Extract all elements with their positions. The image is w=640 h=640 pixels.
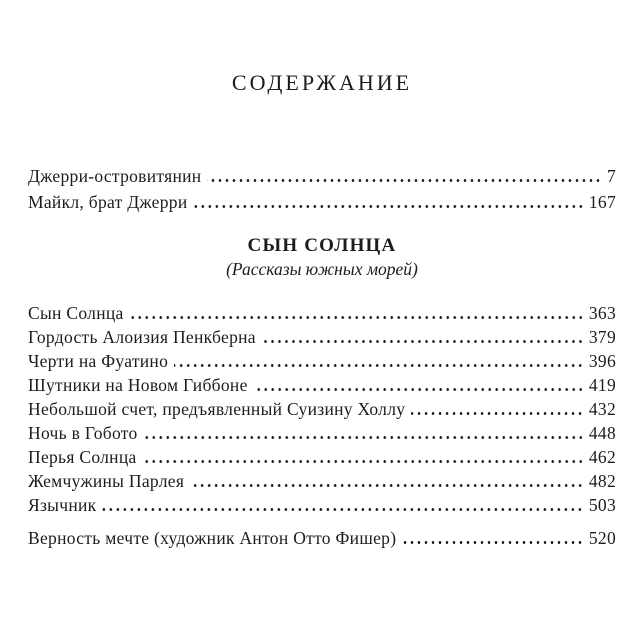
toc-entry-page-number: 448 [588, 423, 616, 443]
toc-entry [28, 493, 616, 517]
toc-entry-title: Верность мечте (художник Антон Отто Фишер) [28, 528, 397, 548]
toc-entry [28, 325, 616, 349]
toc-entry-title: Ночь в Гобото [28, 423, 138, 443]
toc-entry-page-number: 167 [588, 192, 616, 212]
toc-entry-title: Шутники на Новом Гиббоне [28, 375, 248, 395]
dot-leader [102, 508, 583, 511]
dot-leader [174, 364, 584, 367]
toc-section [28, 236, 616, 517]
toc-entry [28, 421, 616, 445]
dot-leader [144, 436, 584, 439]
toc-entry-list [28, 526, 616, 550]
toc-entry-page-number: 363 [588, 303, 616, 323]
type-area [28, 0, 616, 640]
toc-entry [28, 189, 616, 215]
dot-leader [130, 316, 584, 319]
page-title: СОДЕРЖАНИЕ [231, 70, 413, 95]
toc-entry-page-number: 503 [588, 495, 616, 515]
toc-entry-page-number: 482 [588, 471, 616, 491]
dot-leader [194, 205, 584, 208]
toc-entry-title: Джерри-островитянин [28, 166, 202, 186]
dot-leader [262, 340, 584, 343]
section-subtitle: (Рассказы южных морей) [226, 259, 418, 279]
toc-entry-page-number: 419 [588, 375, 616, 395]
toc-entry [28, 163, 616, 189]
toc-entry-page-number: 7 [606, 166, 616, 186]
toc-entry-list [28, 163, 616, 215]
toc-section [28, 526, 616, 550]
toc-entry-title: Небольшой счет, предъявленный Суизину Холлу [28, 399, 406, 419]
toc-entry-title: Язычник [28, 495, 97, 515]
toc-entry-title: Жемчужины Парлея [28, 471, 185, 491]
toc-entry-title: Черти на Фуатино [28, 351, 169, 371]
dot-leader [254, 388, 584, 391]
dot-leader [402, 541, 584, 544]
toc-entry-page-number: 396 [588, 351, 616, 371]
toc-entry-page-number: 520 [588, 528, 616, 548]
toc-entry-page-number: 379 [588, 327, 616, 347]
toc-entry [28, 526, 616, 550]
toc-entry-title: Сын Солнца [28, 303, 124, 323]
dot-leader [190, 484, 584, 487]
toc-entry [28, 445, 616, 469]
section-heading: СЫН СОЛНЦА [247, 235, 397, 256]
toc-entry-title: Майкл, брат Джерри [28, 192, 188, 212]
toc-entry [28, 373, 616, 397]
dot-leader [143, 460, 584, 463]
dot-leader [411, 412, 584, 415]
toc-entry-list [28, 301, 616, 517]
dot-leader [207, 179, 601, 182]
toc-entry-page-number: 462 [588, 447, 616, 467]
toc-entry [28, 349, 616, 373]
toc-section [28, 163, 616, 215]
toc-entry [28, 469, 616, 493]
toc-entry-title: Гордость Алоизия Пенкберна [28, 327, 256, 347]
toc-entry-title: Перья Солнца [28, 447, 137, 467]
toc-entry-page-number: 432 [588, 399, 616, 419]
toc-entry [28, 397, 616, 421]
toc-entry [28, 301, 616, 325]
